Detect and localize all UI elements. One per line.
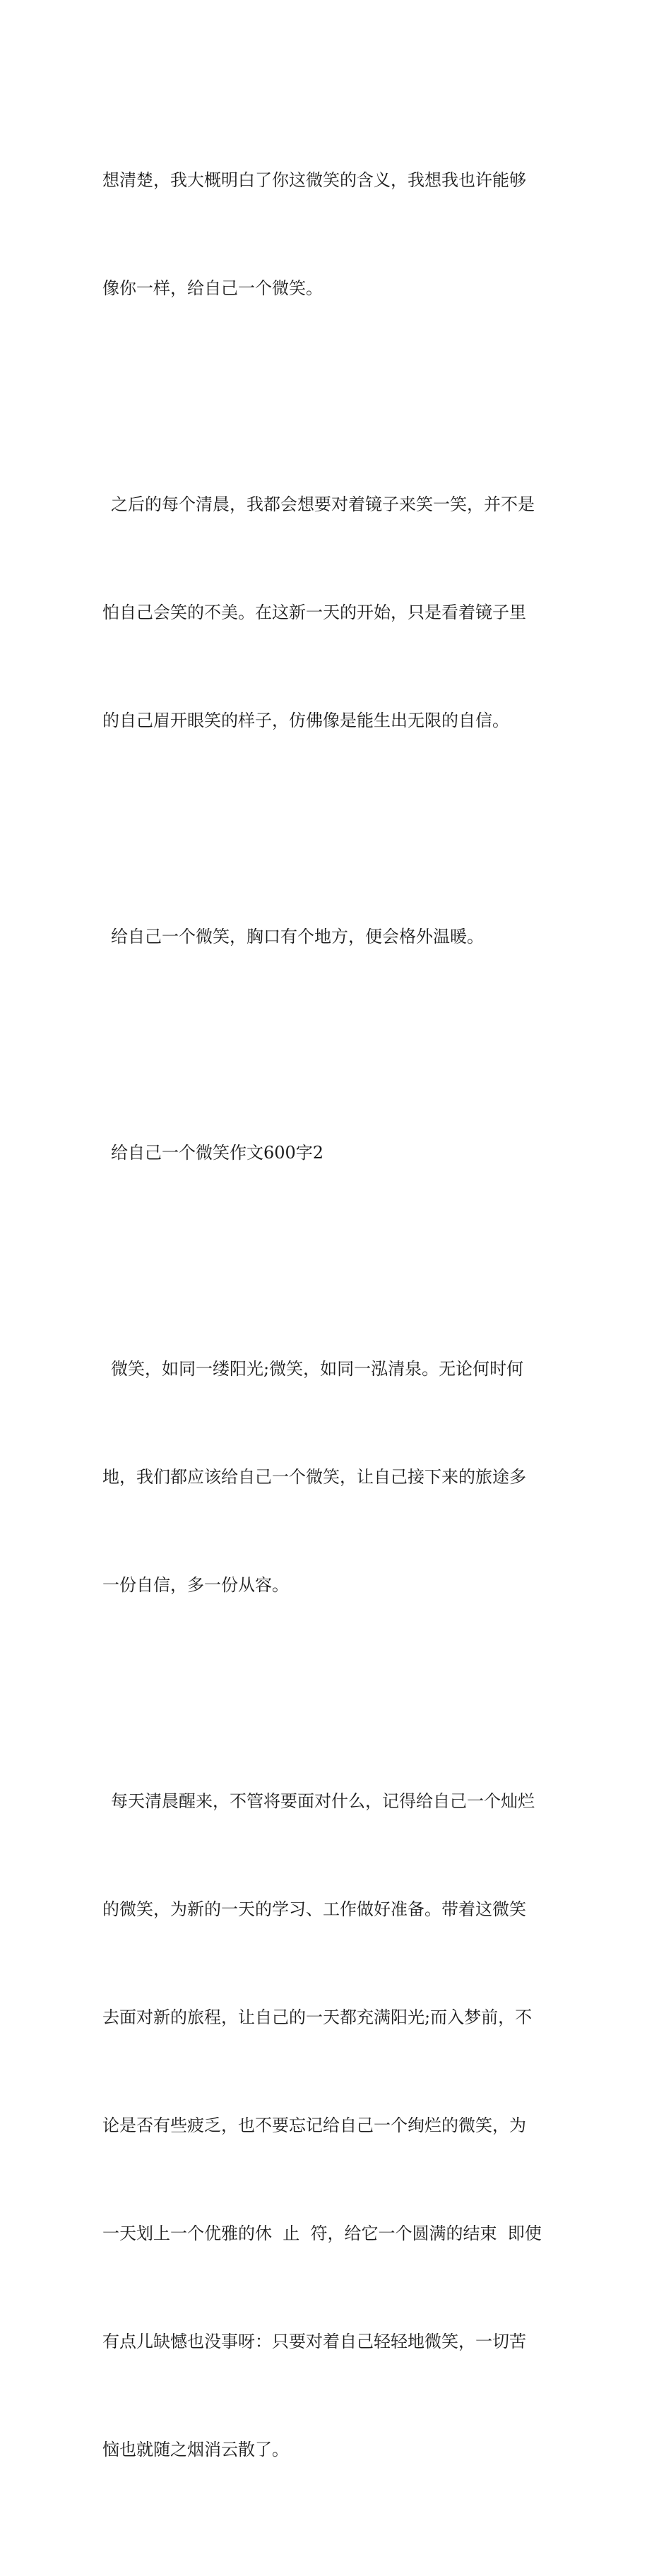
document-body bbox=[102, 90, 572, 2576]
text-line: 的微笑，为新的一天的学习、工作做好准备。带着这微笑 bbox=[102, 1899, 526, 1919]
paragraph-2 bbox=[102, 415, 572, 811]
heading-line: 给自己一个微笑作文600字2 bbox=[111, 1143, 324, 1163]
text-line: 怕自己会笑的不美。在这新一天的开始，只是看着镜子里 bbox=[102, 603, 526, 622]
text-line: 去面对新的旅程，让自己的一天都充满阳光;而入梦前，不 bbox=[102, 2007, 533, 2027]
text-line: 想清楚，我大概明白了你这微笑的含义，我想我也许能够 bbox=[102, 170, 526, 190]
paragraph-6 bbox=[102, 1711, 572, 2540]
paragraph-1 bbox=[102, 90, 572, 379]
paragraph-3 bbox=[102, 847, 572, 1027]
section-heading bbox=[102, 1063, 572, 1243]
paragraph-5 bbox=[102, 1279, 572, 1675]
text-line: 有点儿缺憾也没事呀：只要对着自己轻轻地微笑，一切苦 bbox=[102, 2332, 526, 2351]
text-line: 的自己眉开眼笑的样子，仿佛像是能生出无限的自信。 bbox=[102, 711, 509, 730]
text-line: 一份自信，多一份从容。 bbox=[102, 1575, 289, 1595]
text-line: 论是否有些疲乏，也不要忘记给自己一个绚烂的微笑，为 bbox=[102, 2115, 526, 2135]
text-line: 地，我们都应该给自己一个微笑，让自己接下来的旅途多 bbox=[102, 1467, 526, 1487]
text-line: 之后的每个清晨，我都会想要对着镜子来笑一笑，并不是 bbox=[111, 494, 535, 514]
text-line: 微笑，如同一缕阳光;微笑，如同一泓清泉。无论何时何 bbox=[111, 1359, 524, 1379]
text-line: 像你一样，给自己一个微笑。 bbox=[102, 278, 323, 298]
text-line: 每天清晨醒来，不管将要面对什么，记得给自己一个灿烂 bbox=[111, 1791, 535, 1811]
text-line: 一天划上一个优雅的休 止 符，给它一个圆满的结束 即使 bbox=[102, 2224, 542, 2243]
text-line: 给自己一个微笑，胸口有个地方，便会格外温暖。 bbox=[111, 927, 484, 946]
text-line: 恼也就随之烟消云散了。 bbox=[102, 2440, 289, 2459]
